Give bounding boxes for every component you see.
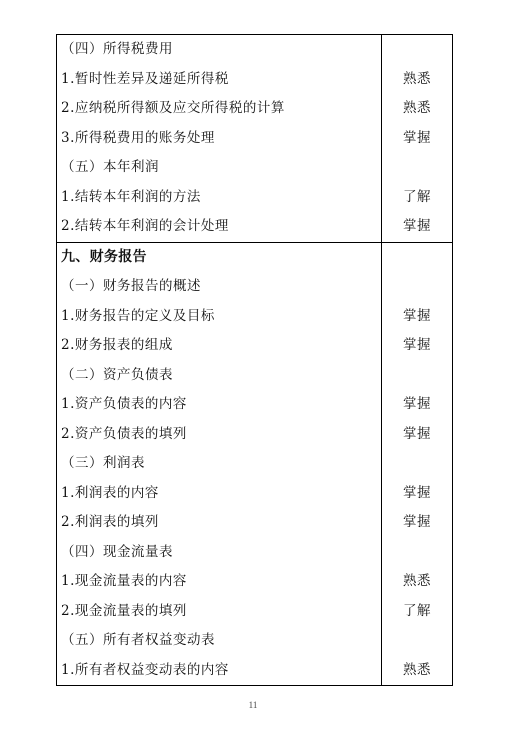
section-heading: 九、财务报告 <box>57 243 382 273</box>
table-row <box>57 153 452 183</box>
topic-cell: 1.所有者权益变动表的内容 <box>57 656 382 686</box>
level-cell: 掌握 <box>403 514 431 530</box>
table-row <box>57 656 452 686</box>
level-cell: 熟悉 <box>403 70 431 87</box>
level-cell: 熟悉 <box>403 100 431 116</box>
table-row <box>57 597 452 627</box>
topic-cell: 1.资产负债表的内容 <box>57 390 382 420</box>
syllabus-table <box>56 34 453 686</box>
topic-cell: 2.利润表的填列 <box>57 508 382 538</box>
level-cell: 掌握 <box>403 425 431 442</box>
table-row <box>57 567 452 597</box>
level-cell: 掌握 <box>403 337 431 353</box>
topic-cell: 3.所得税费用的账务处理 <box>57 124 382 154</box>
topic-cell: （五）本年利润 <box>57 153 382 183</box>
level-cell: 熟悉 <box>403 573 431 589</box>
topic-cell: （四）现金流量表 <box>57 538 382 568</box>
topic-cell: （一）财务报告的概述 <box>57 272 382 302</box>
level-cell <box>382 361 452 391</box>
topic-cell: 1.暂时性差异及递延所得税 <box>57 65 382 95</box>
level-cell: 掌握 <box>403 218 431 234</box>
table-row <box>57 302 452 332</box>
topic-cell: 2.资产负债表的填列 <box>57 420 382 450</box>
topic-cell: 2.现金流量表的填列 <box>57 597 382 627</box>
level-cell: 掌握 <box>403 129 431 146</box>
topic-cell: 2.结转本年利润的会计处理 <box>57 212 382 242</box>
page-number: 11 <box>248 700 258 710</box>
topic-cell: （五）所有者权益变动表 <box>57 626 382 656</box>
table-row <box>57 212 452 242</box>
section-heading-row <box>57 243 452 273</box>
level-cell <box>382 449 452 479</box>
table-row <box>57 626 452 656</box>
level-cell: 掌握 <box>403 396 431 412</box>
level-cell: 了解 <box>403 602 431 619</box>
topic-cell: （二）资产负债表 <box>57 361 382 391</box>
topic-cell: 1.结转本年利润的方法 <box>57 183 382 213</box>
topic-cell: （三）利润表 <box>57 449 382 479</box>
table-row <box>57 479 452 509</box>
table-row <box>57 449 452 479</box>
table-row <box>57 183 452 213</box>
table-section <box>57 242 452 686</box>
topic-cell: 1.财务报告的定义及目标 <box>57 302 382 332</box>
level-cell <box>382 35 452 65</box>
table-row <box>57 361 452 391</box>
level-cell: 熟悉 <box>403 661 431 678</box>
table-row <box>57 538 452 568</box>
table-section <box>57 35 452 242</box>
table-row <box>57 124 452 154</box>
level-cell: 掌握 <box>403 484 431 501</box>
table-row <box>57 420 452 450</box>
level-cell <box>382 626 452 656</box>
level-cell <box>382 272 452 302</box>
table-row <box>57 508 452 538</box>
table-row <box>57 35 452 65</box>
topic-cell: 2.财务报表的组成 <box>57 331 382 361</box>
level-cell <box>382 243 452 273</box>
topic-cell: 2.应纳税所得额及应交所得税的计算 <box>57 94 382 124</box>
table-row <box>57 390 452 420</box>
topic-cell: 1.现金流量表的内容 <box>57 567 382 597</box>
level-cell <box>382 538 452 568</box>
level-cell <box>382 153 452 183</box>
topic-cell: （四）所得税费用 <box>57 35 382 65</box>
level-cell: 掌握 <box>403 307 431 324</box>
table-row <box>57 94 452 124</box>
table-row <box>57 272 452 302</box>
level-cell: 了解 <box>403 188 431 205</box>
topic-cell: 1.利润表的内容 <box>57 479 382 509</box>
table-row <box>57 65 452 95</box>
table-row <box>57 331 452 361</box>
